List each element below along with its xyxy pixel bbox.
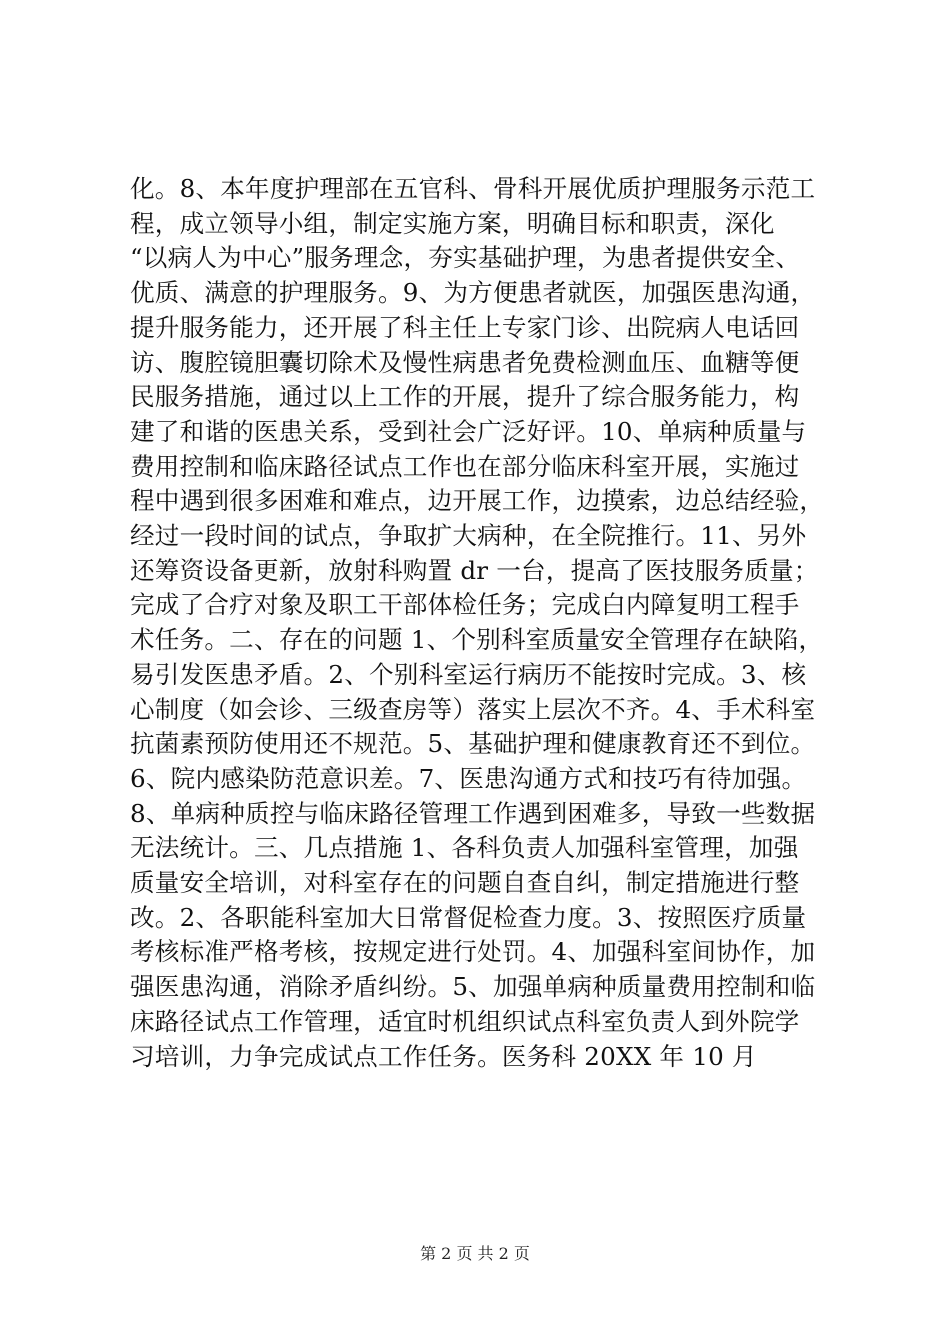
text-line: 强医患沟通，消除矛盾纠纷。5、加强单病种质量费用控制和临 xyxy=(130,972,816,1002)
text-line: 程中遇到很多困难和难点，边开展工作，边摸索，边总结经验， xyxy=(130,486,825,516)
text-line: 费用控制和临床路径试点工作也在部分临床科室开展，实施过 xyxy=(130,451,800,481)
text-line: 心制度（如会诊、三级查房等）落实上层次不齐。4、手术科室 xyxy=(130,694,816,724)
text-line: 习培训，力争完成试点工作任务。医务科 20XX 年 10 月 xyxy=(130,1041,757,1071)
text-line: 建了和谐的医患关系，受到社会广泛好评。10、单病种质量与 xyxy=(130,416,807,446)
text-line: 考核标准严格考核，按规定进行处罚。4、加强科室间协作，加 xyxy=(130,937,816,967)
text-line: 抗菌素预防使用还不规范。5、基础护理和健康教育还不到位。 xyxy=(130,729,816,759)
text-line: 床路径试点工作管理，适宜时机组织试点科室负责人到外院学 xyxy=(130,1006,800,1036)
text-line: “以病人为中心”服务理念，夯实基础护理，为患者提供安全、 xyxy=(130,243,801,273)
text-line: 还筹资设备更新，放射科购置 dr 一台，提高了医技服务质量； xyxy=(130,555,819,585)
text-line: 优质、满意的护理服务。9、为方便患者就医，加强医患沟通， xyxy=(130,278,816,308)
text-line: 6、院内感染防范意识差。7、医患沟通方式和技巧有待加强。 xyxy=(130,763,807,793)
text-line: 完成了合疗对象及职工干部体检任务；完成白内障复明工程手 xyxy=(130,590,800,620)
text-line: 易引发医患矛盾。2、个别科室运行病历不能按时完成。3、核 xyxy=(130,659,807,689)
text-line: 无法统计。三、几点措施 1、各科负责人加强科室管理，加强 xyxy=(130,833,799,863)
text-line: 改。2、各职能科室加大日常督促检查力度。3、按照医疗质量 xyxy=(130,902,807,932)
text-line: 访、腹腔镜胆囊切除术及慢性病患者免费检测血压、血糖等便 xyxy=(130,347,800,377)
text-line: 化。8、本年度护理部在五官科、骨科开展优质护理服务示范工 xyxy=(130,174,816,203)
text-line: 术任务。二、存在的问题 1、个别科室质量安全管理存在缺陷， xyxy=(130,625,824,655)
text-line: 经过一段时间的试点，争取扩大病种，在全院推行。11、另外 xyxy=(130,521,807,551)
text-line: 质量安全培训，对科室存在的问题自查自纠，制定措施进行整 xyxy=(130,868,800,898)
page-number-footer: 第 2 页 共 2 页 xyxy=(420,1244,530,1263)
text-line: 程，成立领导小组，制定实施方案，明确目标和职责，深化 xyxy=(130,208,775,238)
text-line: 8、单病种质控与临床路径管理工作遇到困难多，导致一些数据 xyxy=(130,798,816,828)
text-line: 提升服务能力，还开展了科主任上专家门诊、出院病人电话回 xyxy=(130,312,800,342)
text-line: 民服务措施，通过以上工作的开展，提升了综合服务能力，构 xyxy=(130,382,800,412)
document-body xyxy=(130,172,850,1074)
